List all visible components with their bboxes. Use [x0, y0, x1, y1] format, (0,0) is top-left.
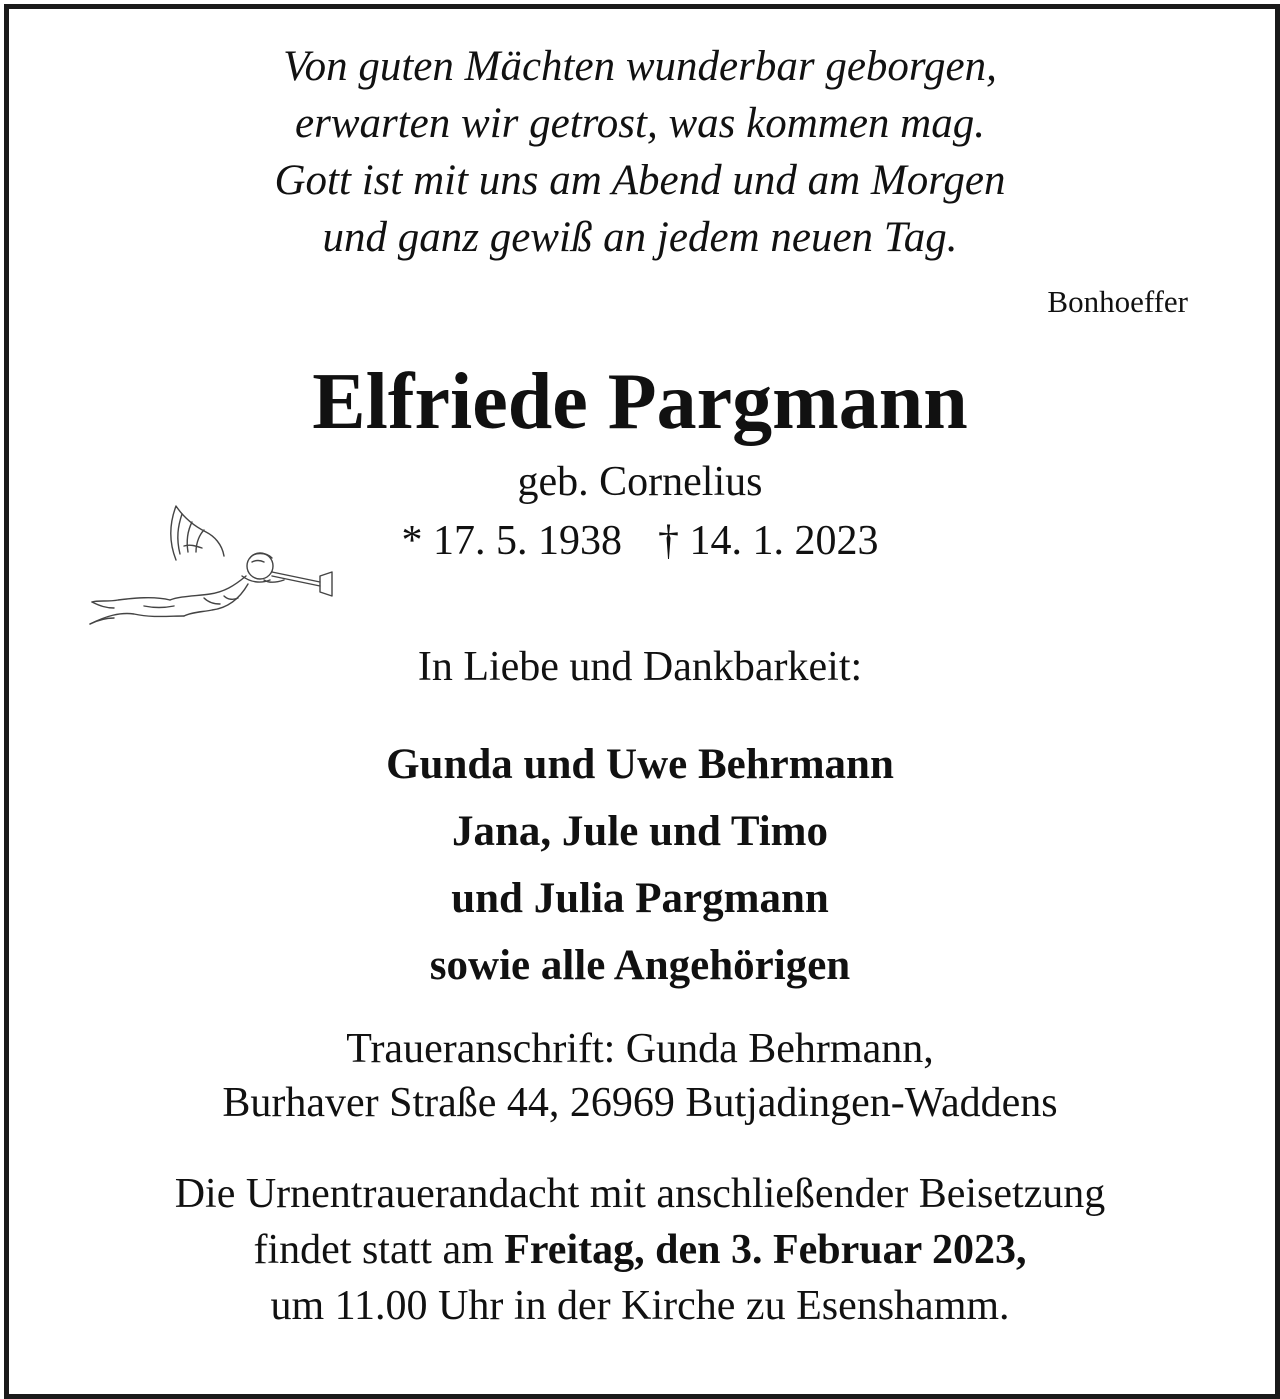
poem-line: und ganz gewiß an jedem neuen Tag.	[322, 214, 958, 261]
poem	[0, 38, 1280, 266]
family-list	[0, 731, 1280, 999]
death-date: † 14. 1. 2023	[658, 518, 879, 564]
ceremony-line: Die Urnentrauerandacht mit anschließender Beisetzung	[174, 1171, 1106, 1217]
family-line: sowie alle Angehörigen	[429, 942, 851, 989]
dedication: In Liebe und Dankbarkeit:	[417, 644, 863, 690]
address-line: Burhaver Straße 44, 26969 Butjadingen-Waddens	[222, 1080, 1058, 1126]
mourning-address	[0, 1022, 1280, 1130]
family-line: Jana, Jule und Timo	[452, 808, 828, 855]
deceased-name: Elfriede Pargmann	[312, 358, 968, 446]
poem-line: erwarten wir getrost, was kommen mag.	[295, 100, 985, 147]
ceremony-info	[0, 1166, 1280, 1334]
poem-line: Gott ist mit uns am Abend und am Morgen	[274, 157, 1006, 204]
poem-author: Bonhoeffer	[1047, 284, 1188, 319]
maiden-name: geb. Cornelius	[517, 459, 763, 505]
ceremony-line: um 11.00 Uhr in der Kirche zu Esenshamm.	[270, 1283, 1010, 1329]
poem-line: Von guten Mächten wunderbar geborgen,	[283, 43, 997, 90]
ceremony-line	[0, 1222, 1280, 1278]
trumpet-angel-icon	[84, 500, 334, 632]
ceremony-prefix: findet statt am	[253, 1227, 505, 1273]
ceremony-date: Freitag, den 3. Februar 2023,	[504, 1227, 1027, 1273]
family-line: und Julia Pargmann	[451, 875, 829, 922]
address-line: Traueranschrift: Gunda Behrmann,	[346, 1026, 934, 1072]
family-line: Gunda und Uwe Behrmann	[386, 741, 894, 788]
birth-date: * 17. 5. 1938	[401, 518, 622, 564]
